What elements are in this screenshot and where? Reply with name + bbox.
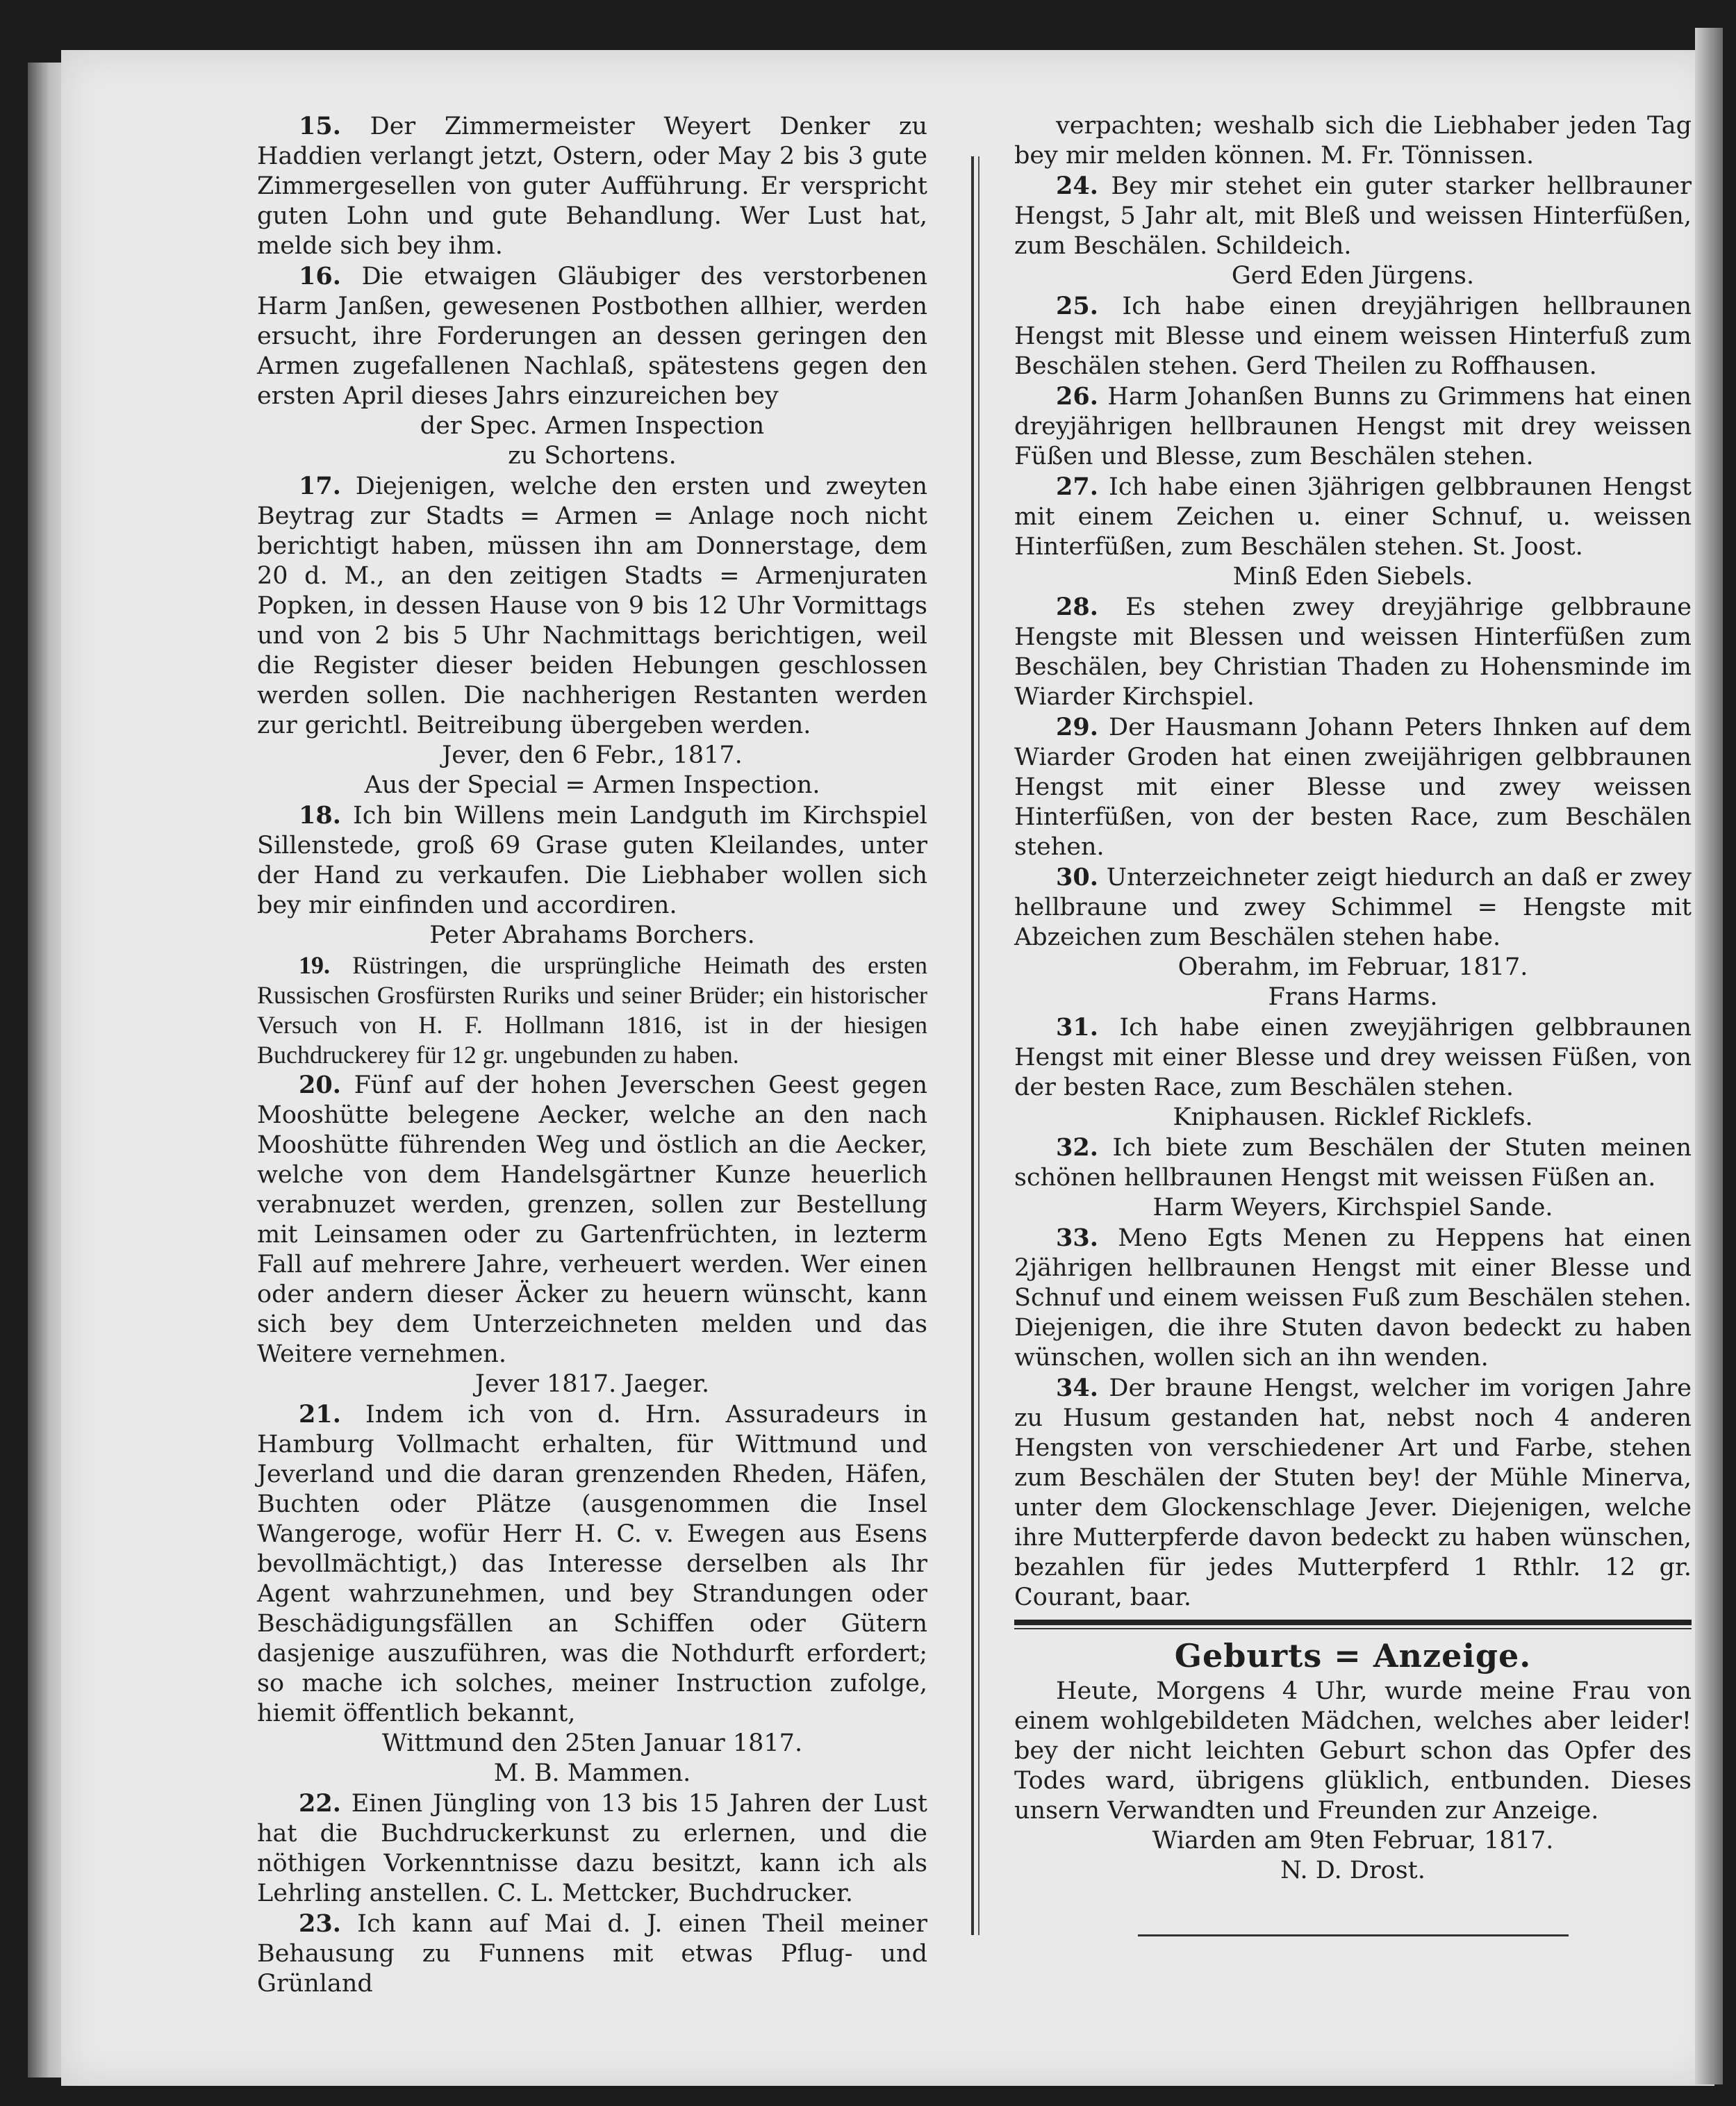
notice-20 (257, 1070, 927, 1369)
notice-place-date: Oberahm, im Februar, 1817. (1177, 953, 1528, 981)
column-divider (971, 156, 974, 1935)
birth-notice-text: Heute, Morgens 4 Uhr, wurde meine Frau von einem wohlgebildeten Mädchen, welches aber leider! bey der nicht leichten Geburt schon das Opfer des Todes ward, übrigens glüklich, entbunden. Dieses unsern Verwandten und Freunden zur Anzeige. (1014, 1677, 1692, 1825)
notice-text: Ich habe einen 3jährigen gelbbraunen Hengst mit einem Zeichen u. einer Schnuf, u. weissen Hinterfüßen, zum Beschälen stehen. St. Joost. (1014, 473, 1692, 561)
notice-signature: Gerd Eden Jürgens. (1231, 262, 1475, 290)
section-rule-thick (1014, 1620, 1692, 1625)
notice-text: Indem ich von d. Hrn. Assuradeurs in Hamburg Vollmacht erhalten, für Wittmund und Jeverland und die daran grenzenden Rheden, Häfen, Buchten oder Plätze (ausgenommen die Insel Wangeroge, wofür Herr H. C. v. Ewegen aus Esens bevollmächtigt,) das Interesse derselben als Ihr Agent wahrzunehmen, und bey Strandungen oder Beschädigungsfällen an Schiffen oder Gütern dasjenige auszuführen, was die Nothdurft erfordert; so mache ich solches, meiner Instruction zufolge, hiemit öffentlich bekannt, (257, 1401, 927, 1727)
notice-number: 25. (1056, 292, 1098, 320)
page-edge-right (1695, 28, 1723, 2084)
notice-19 (257, 951, 927, 1070)
notice-number: 24. (1056, 172, 1098, 200)
birth-notice-place: Wiarden am 9ten Februar, 1817. (1152, 1827, 1554, 1854)
notice-place-date: Jever, den 6 Febr., 1817. (442, 741, 743, 769)
notice-number: 16. (299, 262, 341, 290)
notice-text: verpachten; weshalb sich die Liebhaber jeden Tag bey mir melden können. M. Fr. Tönnissen. (1014, 112, 1692, 170)
right-column (1014, 111, 1692, 1936)
notice-number: 15. (299, 112, 341, 140)
notice-place-date: Wittmund den 25ten Januar 1817. (381, 1729, 803, 1757)
birth-notice-heading: Geburts = Anzeige. (1174, 1637, 1532, 1675)
notice-continued (1014, 111, 1692, 171)
notice-text: Ich habe einen zweyjährigen gelbbraunen Hengst mit einer Blesse und drey weissen Füßen, von der besten Race, zum Beschälen stehen. (1014, 1014, 1692, 1101)
notice-22 (257, 1788, 927, 1909)
notice-text: Bey mir stehet ein guter starker hellbrauner Hengst, 5 Jahr alt, mit Bleß und weissen Hinterfüßen, zum Beschälen. Schildeich. (1014, 172, 1692, 260)
notice-number: 17. (299, 472, 341, 500)
notice-number: 21. (299, 1400, 341, 1429)
notice-text: Der Zimmermeister Weyert Denker zu Haddien verlangt jetzt, Ostern, oder May 2 bis 3 gute Zimmergesellen von guter Aufführung. Er verspricht guten Lohn und gute Behandlung. Wer Lust hat, melde sich bey ihm. (257, 113, 927, 260)
notice-signature: der Spec. Armen Inspection (420, 412, 765, 440)
notice-17 (257, 471, 927, 741)
notice-30 (1014, 862, 1692, 953)
notice-text: Fünf auf der hohen Jeverschen Geest gegen Mooshütte belegene Aecker, welche an den nach Mooshütte führenden Weg und östlich an die Aecker, welche von dem Handelsgärtner Kunze heuerlich verabnuzet werden, grenzen, sollen zur Bestellung mit Leinsamen oder zu Gartenfrüchten, in lezterm Fall auf mehrere Jahre, verheuert werden. Wer einen oder andern dieser Äcker zu heuern wünscht, kann sich bey dem Unterzeichneten melden und das Weitere vernehmen. (257, 1071, 927, 1368)
notice-number: 28. (1056, 593, 1098, 621)
notice-25 (1014, 291, 1692, 381)
notice-number: 31. (1056, 1013, 1098, 1042)
closing-rule (1138, 1934, 1569, 1936)
notice-signature: Kniphausen. Ricklef Ricklefs. (1173, 1103, 1533, 1131)
notice-text: Einen Jüngling von 13 bis 15 Jahren der Lust hat die Buchdruckerkunst zu erlernen, und die nöthigen Vorkenntnisse dazu besitzt, kann ich als Lehrling anstellen. C. L. Mettcker, Buchdrucker. (257, 1790, 927, 1907)
notice-text: Diejenigen, welche den ersten und zweyten Beytrag zur Stadts = Armen = Anlage noch nicht berichtigt haben, müssen ihn am Donnerstage, dem 20 d. M., an den zeitigen Stadts = Armenjuraten Popken, in dessen Hause von 9 bis 12 Uhr Vormittags und von 2 bis 5 Uhr Nachmittags berichtigen, weil die Register dieser beiden Hebungen geschlossen werden sollen. Die nachherigen Restanten werden zur gerichtl. Beitreibung übergeben werden. (257, 472, 927, 739)
notice-number: 22. (299, 1789, 341, 1818)
notice-21 (257, 1399, 927, 1729)
notice-33 (1014, 1223, 1692, 1373)
right-column-notices (1014, 111, 1692, 1613)
notice-28 (1014, 592, 1692, 712)
section-rule-thin (1014, 1628, 1692, 1629)
notice-number: 33. (1056, 1224, 1098, 1252)
column-divider-inner (978, 156, 979, 1935)
notice-number: 20. (299, 1071, 341, 1099)
notice-23 (257, 1909, 927, 1999)
notice-text: Der braune Hengst, welcher im vorigen Jahre zu Husum gestanden hat, nebst noch 4 anderen Hengsten von verschiedener Art und Farbe, stehen zum Beschälen der Stuten bey! der Mühle Minerva, unter dem Glockenschlage Jever. Diejenigen, welche ihre Mutterpferde davon bedeckt zu haben wünschen, bezahlen für jedes Mutterpferd 1 Rthlr. 12 gr. Courant, baar. (1014, 1374, 1692, 1611)
notice-text: Es stehen zwey dreyjährige gelbbraune Hengste mit Blessen und weissen Hinterfüßen zum Beschälen, bey Christian Thaden zu Hohensminde im Wiarder Kirchspiel. (1014, 593, 1692, 711)
notice-signature: Jever 1817. Jaeger. (474, 1370, 710, 1398)
notice-text: Ich kann auf Mai d. J. einen Theil meiner Behausung zu Funnens mit etwas Pflug- und Grünland (257, 1910, 927, 1998)
notice-number: 19. (299, 951, 330, 979)
notice-text: Meno Egts Menen zu Heppens hat einen 2jährigen hellbraunen Hengst mit einer Blesse und Schnuf und einem weissen Fuß zum Beschälen stehen. Diejenigen, die ihre Stuten davon bedeckt zu haben wünschen, wollen sich an ihn wenden. (1014, 1224, 1692, 1372)
notice-signature: zu Schortens. (508, 442, 677, 470)
notice-26 (1014, 381, 1692, 472)
notice-number: 30. (1056, 863, 1098, 891)
notice-text: Ich habe einen dreyjährigen hellbraunen Hengst mit Blesse und einem weissen Hinterfuß zum Beschälen stehen. Gerd Theilen zu Roffhausen. (1014, 293, 1692, 380)
notice-32 (1014, 1133, 1692, 1193)
notice-24 (1014, 171, 1692, 261)
notice-27 (1014, 472, 1692, 562)
notice-signature: Frans Harms. (1268, 983, 1438, 1011)
notice-text: Ich bin Willens mein Landguth im Kirchspiel Sillenstede, groß 69 Grase guten Kleilandes, unter der Hand zu verkaufen. Die Liebhaber wollen sich bey mir einfinden und accordiren. (257, 802, 927, 919)
notice-31 (1014, 1012, 1692, 1103)
notice-15 (257, 111, 927, 261)
notice-number: 34. (1056, 1374, 1098, 1402)
notice-text: Ich biete zum Beschälen der Stuten meinen schönen hellbraunen Hengst mit weissen Füßen an. (1014, 1134, 1692, 1192)
notice-signature: M. B. Mammen. (493, 1759, 691, 1787)
notice-number: 32. (1056, 1133, 1098, 1162)
birth-notice-signature: N. D. Drost. (1280, 1857, 1425, 1884)
notice-text: Harm Johanßen Bunns zu Grimmens hat einen dreyjährigen hellbraunen Hengst mit drey weissen Füßen und Blesse, zum Beschälen stehen. (1014, 383, 1692, 470)
notice-29 (1014, 712, 1692, 862)
notice-number: 27. (1056, 472, 1098, 501)
notice-number: 18. (299, 801, 341, 830)
notice-signature: Minß Eden Siebels. (1232, 563, 1473, 591)
notice-18 (257, 800, 927, 921)
notice-text: Rüstringen, die ursprüngliche Heimath des ersten Russischen Grosfürsten Ruriks und seiner Brüder; ein historischer Versuch von H. F. Hollmann 1816, ist in der hiesigen Buchdruckerey für 12 gr. ungebunden zu haben. (257, 951, 928, 1069)
notice-number: 29. (1056, 713, 1098, 741)
notice-text: Unterzeichneter zeigt hiedurch an daß er zwey hellbraune und zwey Schimmel = Hengste mit Abzeichen zum Beschälen stehen habe. (1014, 864, 1692, 951)
notice-number: 23. (299, 1909, 341, 1938)
notice-16 (257, 261, 927, 411)
notice-signature: Peter Abrahams Borchers. (429, 921, 755, 949)
left-column (257, 111, 927, 1999)
notice-34 (1014, 1373, 1692, 1613)
notice-number: 26. (1056, 382, 1098, 411)
notice-signature: Harm Weyers, Kirchspiel Sande. (1152, 1194, 1553, 1221)
notice-signature: Aus der Special = Armen Inspection. (364, 771, 820, 799)
notice-text: Der Hausmann Johann Peters Ihnken auf dem Wiarder Groden hat einen zweijährigen gelbbraunen Hengst mit einer Blesse und zwey weissen Hinterfüßen, von der besten Race, zum Beschälen stehen. (1014, 714, 1692, 861)
notice-text: Die etwaigen Gläubiger des verstorbenen Harm Janßen, gewesenen Postbothen allhier, werden ersucht, ihre Forderungen an dessen geringen den Armen zugefallenen Nachlaß, spätestens gegen den ersten April dieses Jahrs einzureichen bey (257, 263, 927, 410)
